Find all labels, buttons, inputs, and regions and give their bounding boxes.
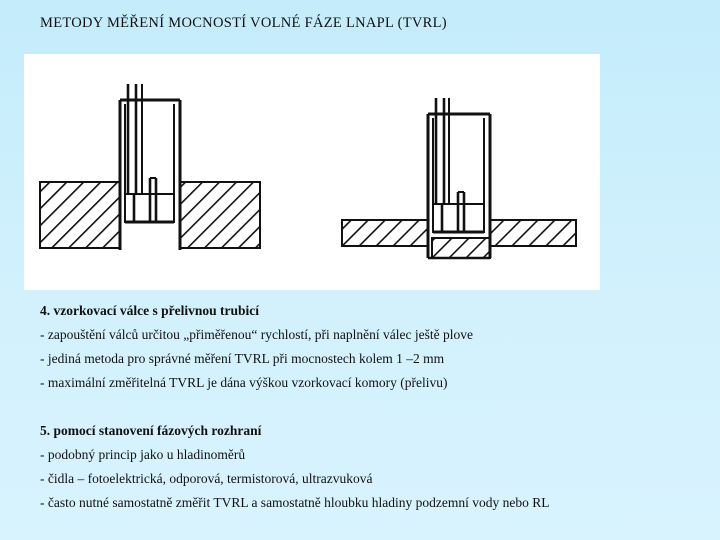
- cylinder-diagram-svg: [24, 54, 600, 290]
- right-hatched-ground-left: [342, 220, 428, 246]
- page-title: METODY MĚŘENÍ MOCNOSTÍ VOLNÉ FÁZE LNAPL (TVRL): [40, 15, 447, 31]
- left-hatched-ground-left: [40, 182, 120, 248]
- section-4-item: - jediná metoda pro správné měření TVRL při mocnostech kolem 1 –2 mm: [40, 351, 445, 366]
- left-hatched-ground-right: [180, 182, 260, 248]
- cylinder-diagram: [24, 54, 600, 290]
- left-diagram: [40, 84, 260, 250]
- section-gap: [40, 395, 710, 419]
- right-hatched-ground-right: [490, 220, 576, 246]
- right-lower-hatched-compartment: [432, 238, 490, 258]
- section-5-item: - podobný princip jako u hladinoměrů: [40, 447, 246, 462]
- right-diagram: [342, 98, 576, 258]
- section-4-heading: 4. vzorkovací válce s přelivnou trubicí: [40, 303, 259, 318]
- section-5-item: - často nutné samostatně změřit TVRL a samostatně hloubku hladiny podzemní vody nebo RL: [40, 495, 550, 510]
- section-4-item: - maximální změřitelná TVRL je dána výškou vzorkovací komory (přelivu): [40, 375, 448, 390]
- body-text: [40, 299, 710, 515]
- section-5-item: - čidla – fotoelektrická, odporová, termistorová, ultrazvuková: [40, 471, 373, 486]
- section-5-heading: 5. pomocí stanovení fázových rozhraní: [40, 423, 262, 438]
- section-4-item: - zapouštění válců určitou „přiměřenou“ rychlostí, při naplnění válec ještě plove: [40, 327, 473, 342]
